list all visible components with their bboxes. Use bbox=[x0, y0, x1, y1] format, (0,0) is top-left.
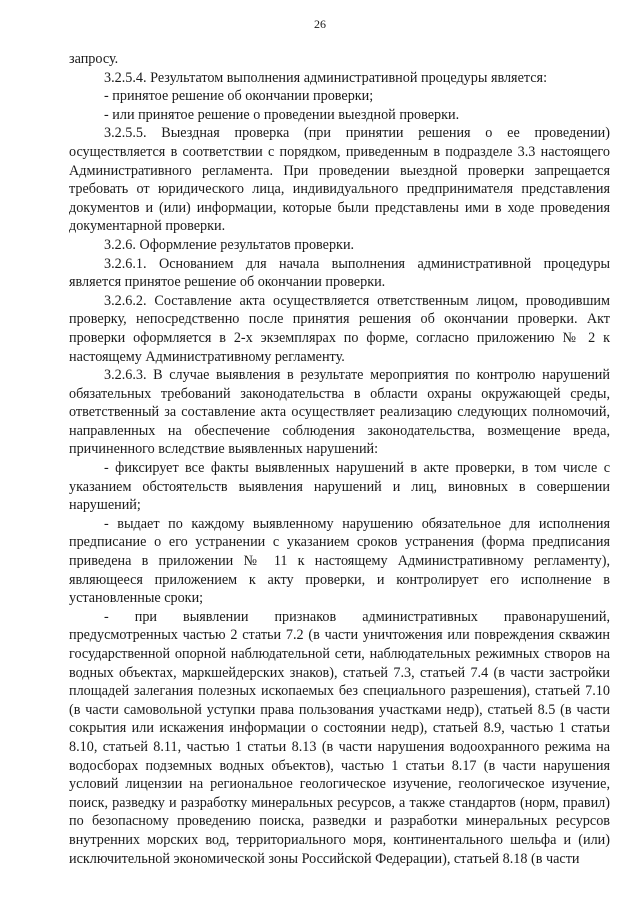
paragraph-5: 3.2.6. Оформление результатов проверки. bbox=[104, 236, 355, 253]
paragraph-1: 3.2.5.4. Результатом выполнения административной процедуры является: bbox=[104, 69, 548, 86]
paragraph-6: 3.2.6.1. Основанием для начала выполнения административной процедуры является принятое решение об окончании проверки. bbox=[69, 255, 610, 291]
paragraph-3: - или принятое решение о проведении выездной проверки. bbox=[104, 106, 460, 123]
paragraph-8: 3.2.6.3. В случае выявления в результате мероприятия по контролю нарушений обязательных требований законодательства в области охраны окружающей среды, ответственный за составление акта осуществляет реализацию следующих полномочий, направленных на обеспечение соблюдения законодательства, возмещение вреда, причиненного вследствие выявленных нарушений: bbox=[69, 367, 610, 458]
paragraph-2: - принятое решение об окончании проверки; bbox=[104, 88, 374, 105]
paragraph-10: - выдает по каждому выявленному нарушению обязательное для исполнения предписание о его устранении с указанием сроков устранения (форма предписания приведена в приложении № 11 к настоящему Административному регламенту), являющееся приложением к акту проверки, и контролирует его исполнение в установленные сроки; bbox=[69, 515, 610, 607]
paragraph-4: 3.2.5.5. Выездная проверка (при принятии решения о ее проведении) осуществляется в соответствии с порядком, приведенным в подразделе 3.3 настоящего Административного регламента. При проведении выездной проверки запрещается требовать от юридического лица, индивидуального предпринимателя представления документов и (или) информации, которые были представлены ими в ходе проведения документарной проверки. bbox=[69, 125, 610, 235]
paragraph-11: - при выявлении признаков административных правонарушений, предусмотренных частью 2 статьи 7.2 (в части уничтожения или повреждения скважин государственной опорной наблюдательной сети, наблюдательных режимных створов на водных объектах, маркшейдерских знаков), статьей 7.3, статьей 7.4 (в части застройки площадей залегания полезных ископаемых без специального разрешения), статьей 7.10 (в части самовольной уступки права пользования участками недр), статьей 8.5 (в части сокрытия или искажения информации о состоянии недр), статьей 8.9, частью 1 статьи 8.10, статьей 8.11, частью 1 статьи 8.13 (в части нарушения водоохранного режима на водосборах подземных водных объектов), частью 1 статьи 8.17 (в части нарушения условий лицензии на региональное геологическое изучение, геологическое изучение, поиск, разведку и разработку минеральных ресурсов, а также стандартов (норм, правил) по безопасному проведению поиска, разведки и разработки минеральных ресурсов внутренних морских вод, территориального моря, континентального шельфа и (или) исключительной экономической зоны Российской Федерации), статьей 8.18 (в части bbox=[69, 608, 610, 867]
paragraph-0: запросу. bbox=[69, 51, 119, 67]
document-body bbox=[69, 50, 610, 868]
paragraph-9: - фиксирует все факты выявленных нарушений в акте проверки, в том числе с указанием обстоятельств выявления нарушений и лиц, виновных в совершении нарушений; bbox=[69, 460, 610, 514]
paragraph-7: 3.2.6.2. Составление акта осуществляется ответственным лицом, проводившим проверку, непосредственно после принятия решения об окончании проверки. Акт проверки оформляется в 2-х экземплярах по форме, согласно приложению № 2 к настоящему Административному регламенту. bbox=[69, 292, 610, 365]
page-number: 26 bbox=[314, 17, 326, 31]
